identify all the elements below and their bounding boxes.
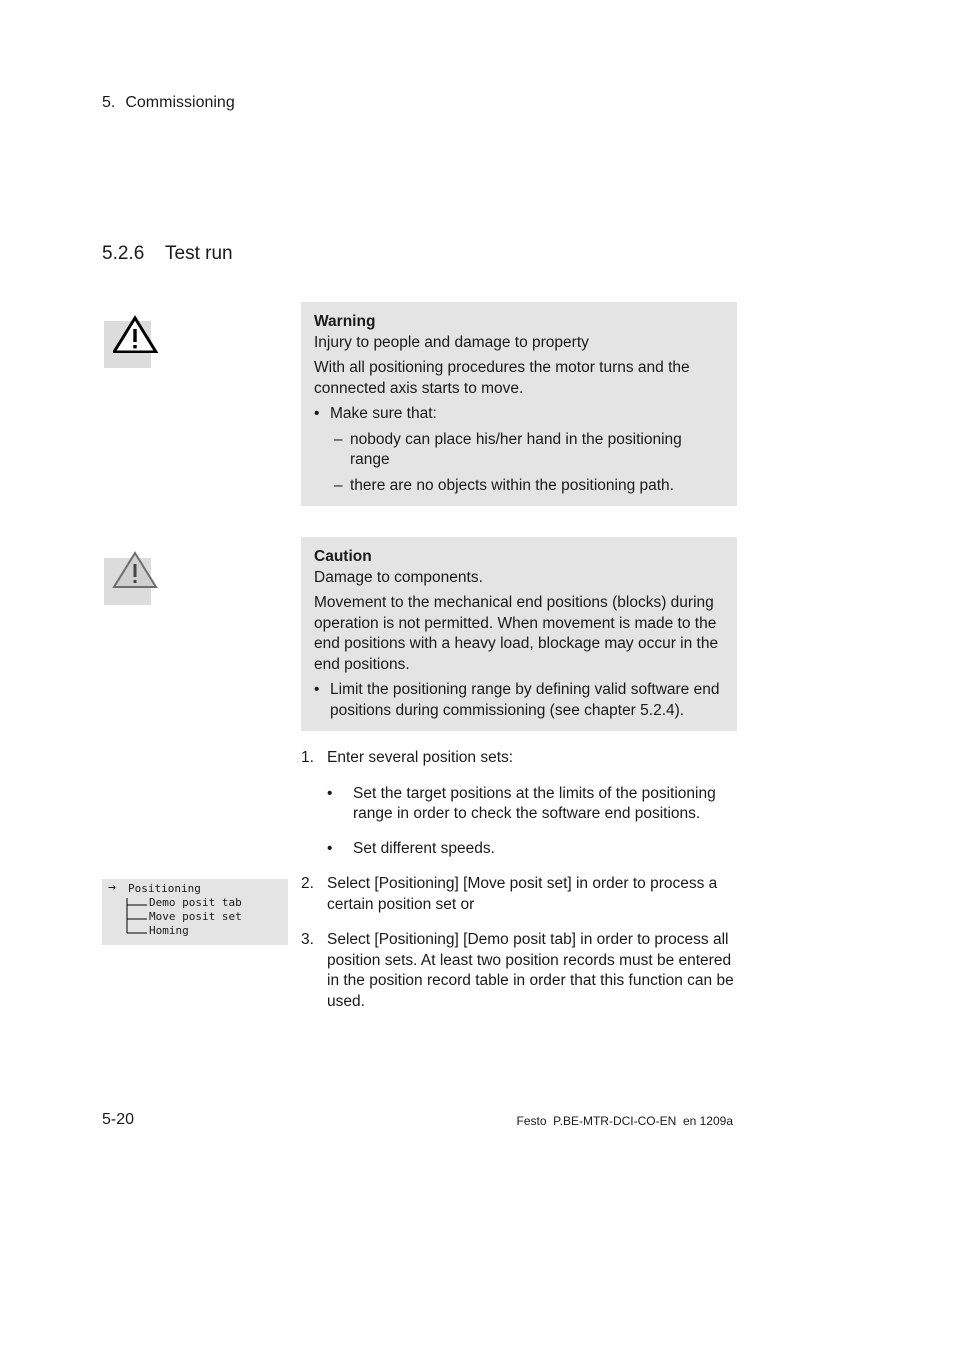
bullet-icon: • [327,839,333,857]
step-number: 2. [301,875,314,892]
section-title [102,243,233,265]
page-number: 5-20 [102,1111,135,1128]
step-text: Select [Positioning] [Demo posit tab] in order to process all position sets. At least two position records must be entered in the position record table in order that this function can be used. [327,931,734,1010]
warning-subtitle: Injury to people and damage to property [314,333,589,351]
step-text: Select [Positioning] [Move posit set] in order to process a certain position set or [327,875,718,913]
menu-item-move-posit-set[interactable]: Move posit set [149,910,242,923]
caution-box [301,537,737,731]
bullet-icon: • [327,784,333,802]
caution-subtitle: Damage to components. [314,568,483,586]
caution-triangle-icon [104,558,151,605]
menu-item-homing[interactable]: Homing [149,924,189,937]
warning-bullet: • Make sure that: [314,404,725,425]
chapter-title: Commissioning [125,94,235,111]
warning-box [301,302,737,506]
section-heading: Test run [165,243,233,264]
step-item [301,874,741,915]
warning-heading: Warning [314,313,376,330]
step-list [301,748,741,1012]
step-item [301,930,741,1012]
step-item [301,748,741,769]
menu-item-demo-posit-tab[interactable]: Demo posit tab [149,896,242,909]
step-number: 3. [301,931,314,948]
warning-dash-item: – nobody can place his/her hand in the positioning range [334,430,682,468]
step-sub-item: • Set different speeds. [301,839,741,860]
caution-bullet: • Limit the positioning range by defining valid software end positions during commissioning (see chapter 5.2.4). [314,681,720,719]
warning-text: With all positioning procedures the motor turns and the connected axis starts to move. [314,359,690,397]
step-sub-item: • Set the target positions at the limits of the positioning range in order to check the software end positions. [327,784,716,822]
step-number: 1. [301,749,314,766]
menu-root[interactable]: Positioning [128,882,201,895]
bullet-icon: • [314,405,320,422]
document-reference: Festo P.BE-MTR-DCI-CO-EN en 1209a [516,1114,733,1128]
tree-lines [122,898,150,938]
warning-dash-item: – there are no objects within the positioning path. [314,476,725,497]
caution-heading: Caution [314,548,372,565]
dash-icon: – [334,476,343,494]
step-text: Enter several position sets: [327,749,514,766]
caution-text: Movement to the mechanical end positions (blocks) during operation is not permitted. When movement is made to the end positions with a heavy load, blockage may occur in the end positions. [314,594,719,673]
running-header [102,94,235,112]
arrow-right-icon: → [108,880,116,895]
section-number: 5.2.6 [102,243,145,264]
menu-tree [102,879,288,945]
chapter-number: 5. [102,94,116,111]
dash-icon: – [334,430,343,448]
bullet-icon: • [314,681,320,698]
warning-triangle-icon [104,321,151,368]
